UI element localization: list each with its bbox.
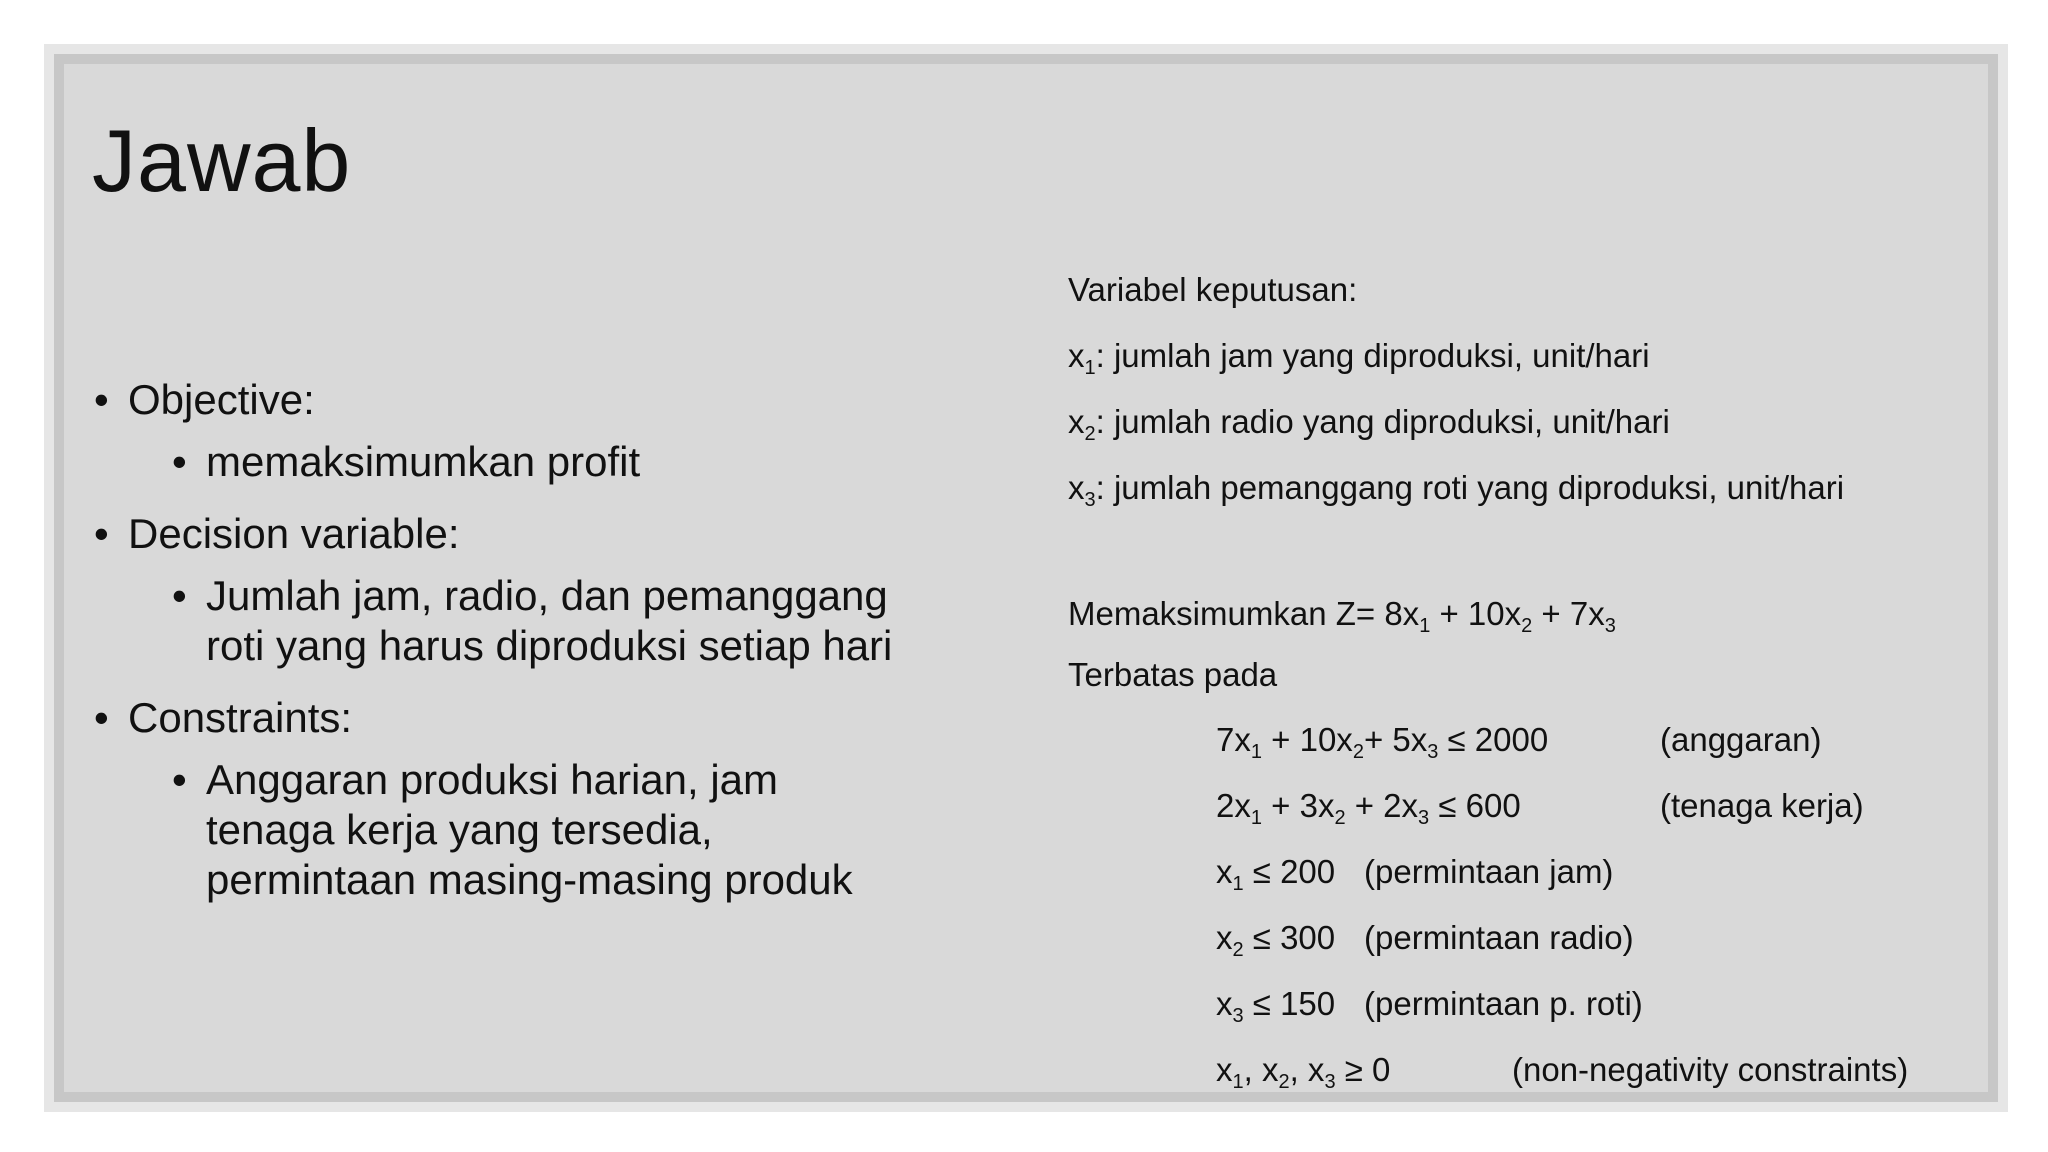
sub-bullet-decision-line1: Jumlah jam, radio, dan pemanggang — [206, 572, 888, 619]
sub-bullet-constraints — [172, 754, 779, 806]
bullet-decision-label: Decision variable: — [128, 510, 460, 557]
bullet-dot: • — [94, 376, 109, 423]
bullet-objective-label: Objective: — [128, 376, 315, 423]
bullet-dot: • — [94, 694, 109, 741]
sub-bullet-constraints-line2: tenaga kerja yang tersedia, — [206, 806, 713, 853]
variables-heading: Variabel keputusan: — [1068, 271, 1358, 308]
constraint-demand-x3-tag: (permintaan p. roti) — [1364, 985, 1643, 1022]
objective-function: Memaksimumkan $Z= 8x_1 + 10x_2 + 7x_3$ — [1068, 595, 1616, 637]
sub-bullet-objective — [172, 436, 641, 488]
variable-x1-line: $x_1$: jumlah jam yang diproduksi, unit/hari — [1068, 337, 1650, 379]
variable-x2-description: : jumlah radio yang diproduksi, unit/hari — [1095, 403, 1670, 440]
constraint-labor-tag: (tenaga kerja) — [1660, 787, 1864, 824]
slide-title: Jawab — [92, 111, 352, 210]
sub-bullet-decision-line2: roti yang harus diproduksi setiap hari — [206, 622, 893, 669]
constraint-demand-x2-tag: (permintaan radio) — [1364, 919, 1634, 956]
constraint-demand-x2: $x_2 \le 300$ — [1216, 919, 1336, 961]
variable-x1-description: : jumlah jam yang diproduksi, unit/hari — [1095, 337, 1650, 374]
constraint-demand-x1: $x_1 \le 200$ — [1216, 853, 1336, 895]
bullet-dot: • — [94, 510, 109, 557]
constraint-budget: $7x_1 + 10x_2+ 5x_3 \le 2000$ — [1216, 721, 1549, 763]
sub-bullet-decision-cont — [206, 620, 892, 672]
constraint-labor: $2x_1 + 3x_2 + 2x_3 \le 600$ — [1216, 787, 1521, 829]
sub-bullet-dot: • — [172, 572, 187, 619]
constraint-nonnegativity: $x_1$, $x_2$, $x_3 \ge 0$ — [1216, 1051, 1391, 1093]
constraint-nonnegativity-tag: (non-negativity constraints) — [1512, 1051, 1909, 1088]
bullet-constraints — [94, 692, 353, 744]
sub-bullet-constraints-line1: Anggaran produksi harian, jam — [206, 756, 779, 803]
sub-bullet-constraints-line3: permintaan masing-masing produk — [206, 856, 853, 903]
bullet-constraints-label: Constraints: — [128, 694, 353, 741]
bullet-decision — [94, 508, 460, 560]
sub-bullet-decision — [172, 570, 888, 622]
sub-bullet-dot: • — [172, 438, 187, 485]
sub-bullet-objective-text: memaksimumkan profit — [206, 438, 641, 485]
variable-x3-line: $x_3$: jumlah pemanggang roti yang diproduksi, unit/hari — [1068, 469, 1845, 511]
bullet-objective — [94, 374, 315, 426]
sub-bullet-constraints-cont1 — [206, 804, 713, 856]
subject-to-label: Terbatas pada — [1068, 656, 1278, 693]
objective-function-prefix: Memaksimumkan Z= 8x — [1068, 595, 1420, 632]
variable-x3-description: : jumlah pemanggang roti yang diproduksi, unit/hari — [1095, 469, 1845, 506]
constraint-demand-x3: $x_3 \le 150$ — [1216, 985, 1336, 1027]
sub-bullet-dot: • — [172, 756, 187, 803]
constraint-budget-tag: (anggaran) — [1660, 721, 1822, 758]
constraint-demand-x1-tag: (permintaan jam) — [1364, 853, 1614, 890]
variable-x2-line: $x_2$: jumlah radio yang diproduksi, unit/hari — [1068, 403, 1670, 445]
sub-bullet-constraints-cont2 — [206, 854, 853, 906]
